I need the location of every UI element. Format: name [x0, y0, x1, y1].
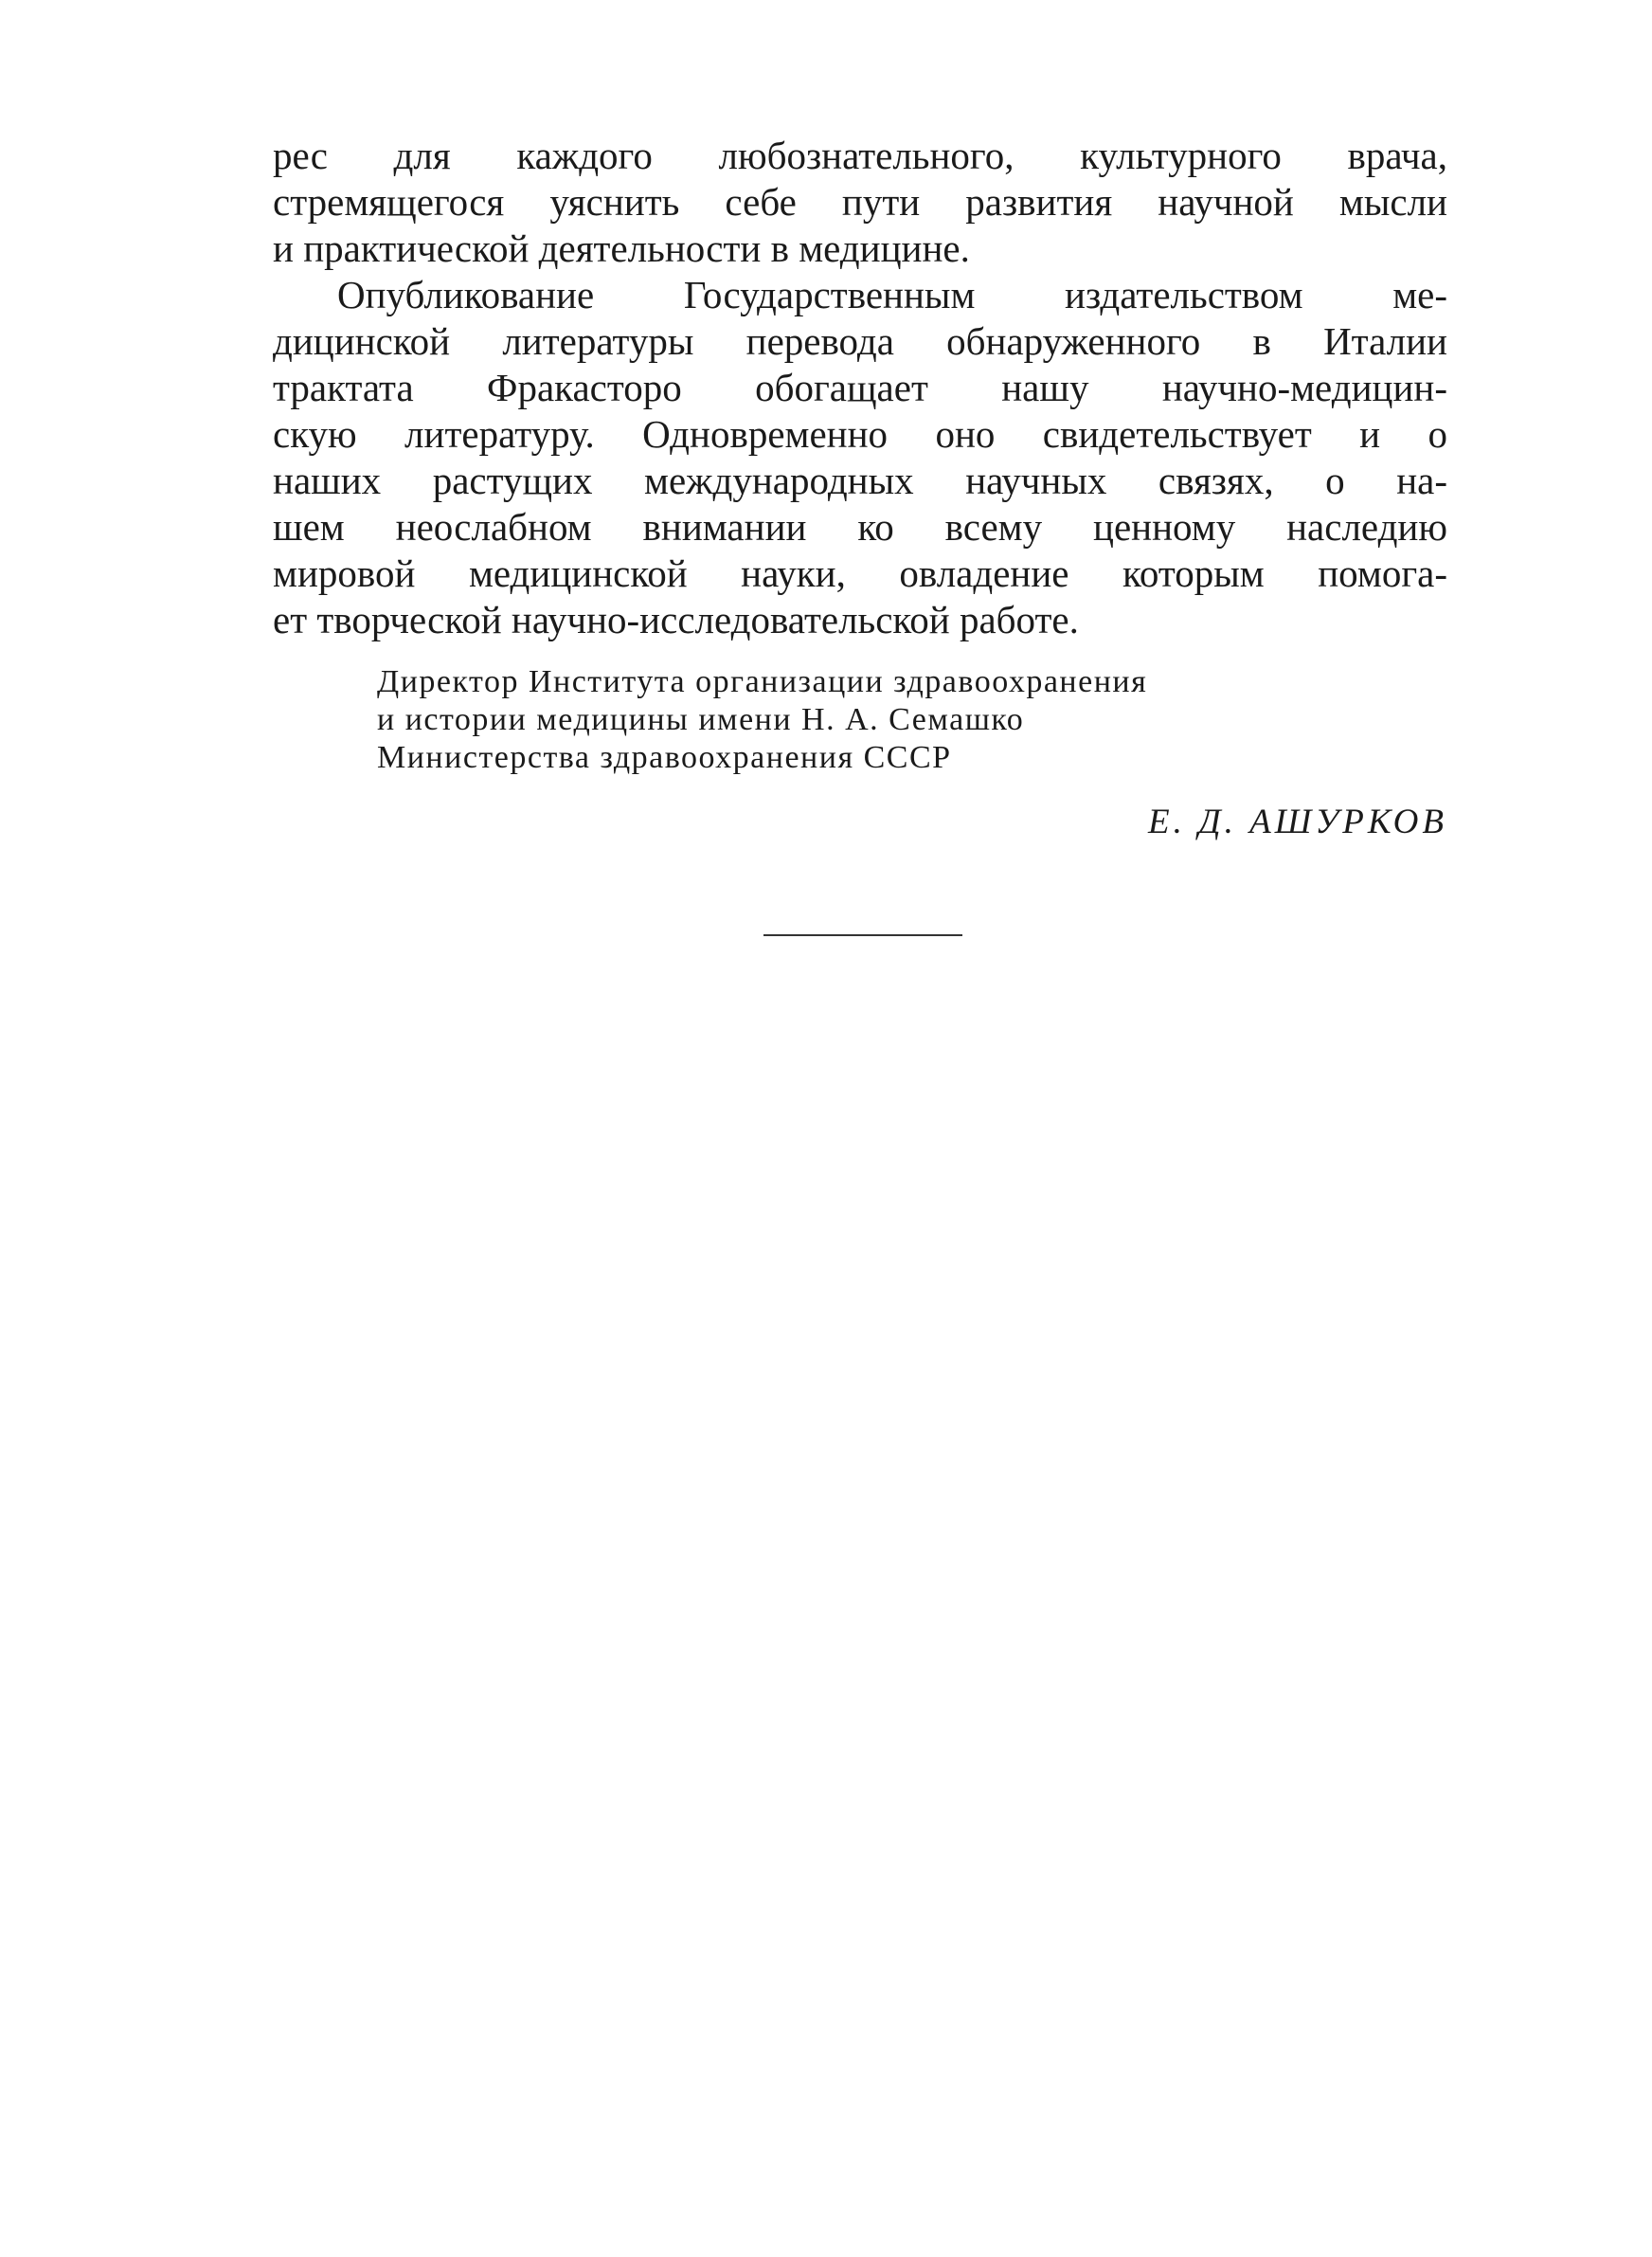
signature-title-line-3: Министерства здравоохранения СССР — [377, 740, 952, 775]
paragraph-2-line-1: Опубликование Государственным издательством ме- — [337, 273, 1447, 316]
author-name: Е. Д. АШУРКОВ — [1148, 803, 1447, 841]
paragraph-2-line-8: ет творческой научно-исследовательской работе. — [273, 598, 1079, 641]
paragraph-2-line-2: дицинской литературы перевода обнаруженного в Италии — [273, 319, 1447, 363]
paragraph-1-line-1: рес для каждого любознательного, культурного врача, — [273, 134, 1447, 177]
body-text — [273, 133, 1447, 643]
signature-block — [377, 663, 1447, 841]
section-divider — [763, 934, 962, 936]
paragraph-2-line-4: скую литературу. Одновременно оно свидетельствует и о — [273, 412, 1447, 456]
paragraph-2-line-3: трактата Фракасторо обогащает нашу научно-медицин- — [273, 366, 1447, 409]
paragraph-2-line-5: наших растущих международных научных связях, о на- — [273, 459, 1447, 502]
signature-title-line-2: и истории медицины имени Н. А. Семашко — [377, 702, 1025, 737]
paragraph-2-line-6: шем неослабном внимании ко всему ценному наследию — [273, 505, 1447, 549]
paragraph-1-line-2: стремящегося уяснить себе пути развития научной мысли — [273, 180, 1447, 224]
paragraph-2-line-7: мировой медицинской науки, овладение которым помога- — [273, 551, 1447, 595]
paragraph-1-line-3: и практической деятельности в медицине. — [273, 226, 970, 270]
signature-title-line-1: Директор Института организации здравоохранения — [377, 664, 1148, 699]
